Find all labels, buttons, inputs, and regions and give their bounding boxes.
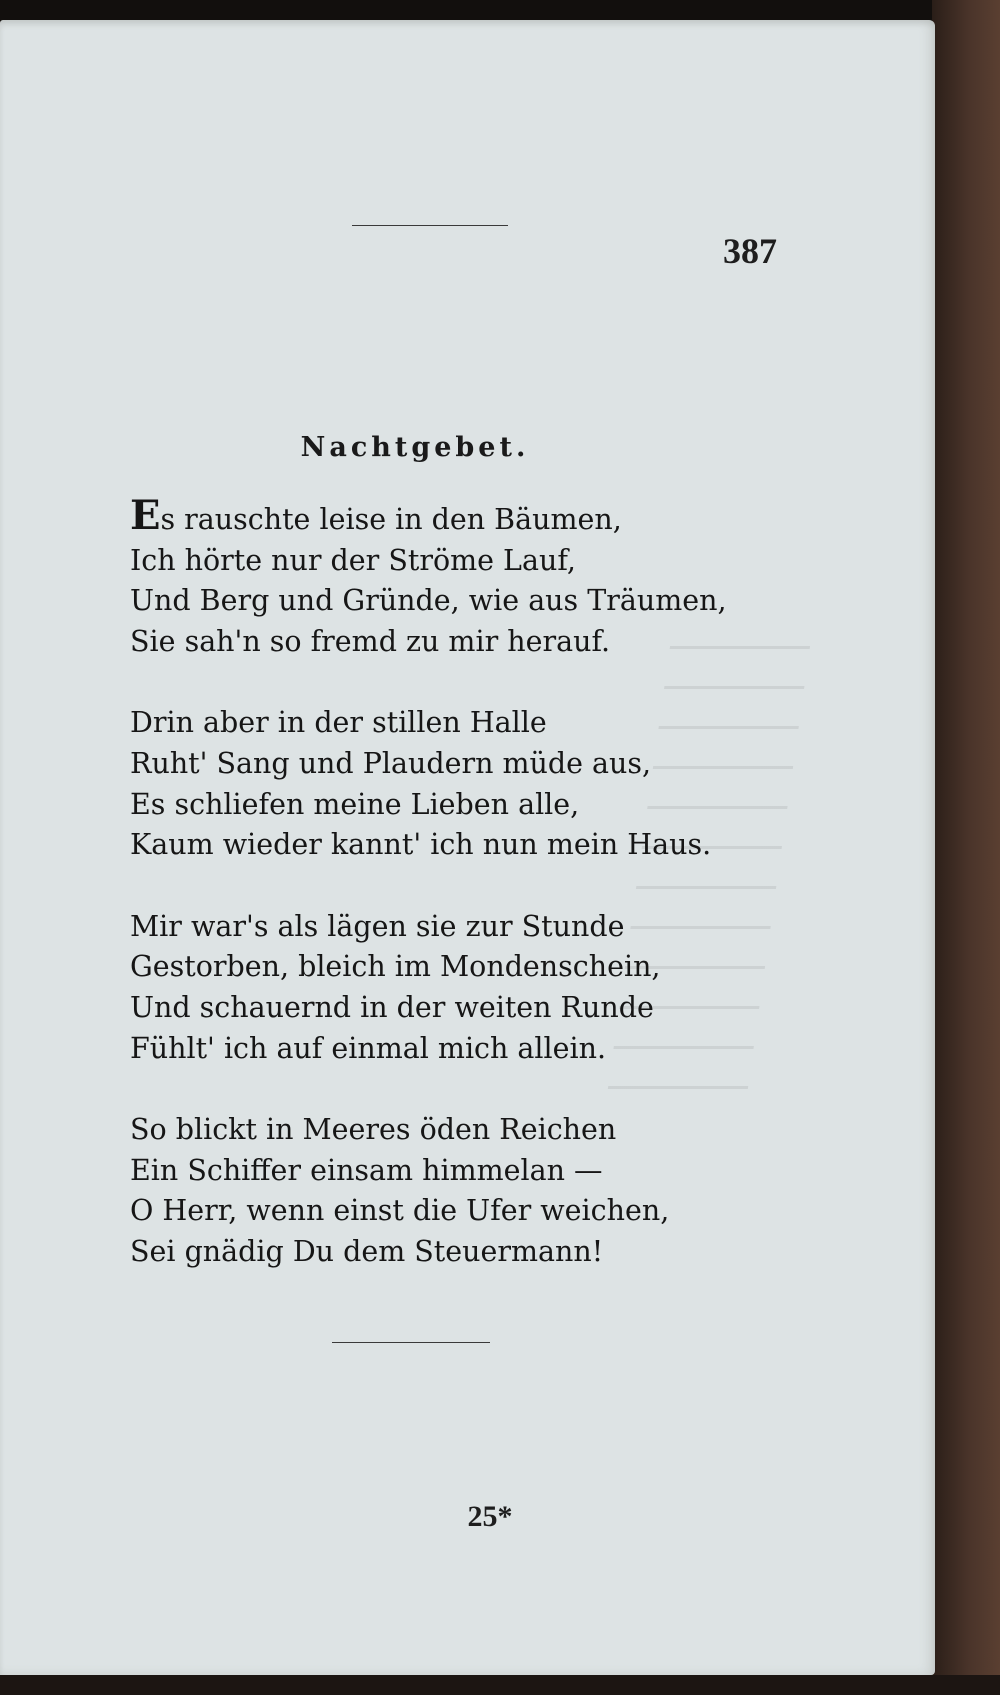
scan-background-bottom	[0, 1675, 1000, 1695]
header-rule	[352, 225, 508, 226]
page-number: 387	[723, 231, 777, 271]
scan-background-top	[0, 0, 1000, 22]
poem-line	[130, 492, 750, 541]
poem-line: Ich hörte nur der Ströme Lauf,	[130, 543, 576, 577]
initial-letter: E	[130, 492, 161, 539]
signature-mark: 25*	[467, 1500, 513, 1533]
poem-body	[130, 492, 750, 1314]
poem-line: Ruht' Sang und Plaudern müde aus,	[130, 746, 652, 780]
poem-line: Drin aber in der stillen Halle	[130, 706, 547, 740]
poem-line: Mir war's als lägen sie zur Stunde	[130, 909, 625, 943]
poem-line-text: s rauschte leise in den Bäumen,	[160, 503, 622, 536]
scan-background-right	[932, 0, 1000, 1695]
poem-title: Nachtgebet.	[300, 432, 530, 463]
poem-line: Sei gnädig Du dem Steuermann!	[130, 1234, 604, 1268]
stanza-2	[130, 703, 750, 865]
end-rule	[332, 1342, 490, 1343]
poem-line: O Herr, wenn einst die Ufer weichen,	[130, 1194, 670, 1228]
stanza-1	[130, 492, 750, 662]
stanza-3	[130, 907, 750, 1069]
book-page	[0, 20, 935, 1675]
poem-line: Und Berg und Gründe, wie aus Träumen,	[130, 584, 727, 618]
stanza-4	[130, 1110, 750, 1272]
poem-line: So blickt in Meeres öden Reichen	[130, 1113, 617, 1147]
poem-line: Und schauernd in der weiten Runde	[130, 990, 654, 1024]
poem-line: Gestorben, bleich im Mondenschein,	[130, 950, 661, 984]
poem-line: Sie sah'n so fremd zu mir herauf.	[130, 624, 611, 658]
poem-line: Ein Schiffer einsam himmelan —	[130, 1153, 603, 1187]
poem-line: Es schliefen meine Lieben alle,	[130, 787, 580, 821]
poem-line: Kaum wieder kannt' ich nun mein Haus.	[130, 828, 712, 862]
poem-line: Fühlt' ich auf einmal mich allein.	[130, 1031, 607, 1065]
